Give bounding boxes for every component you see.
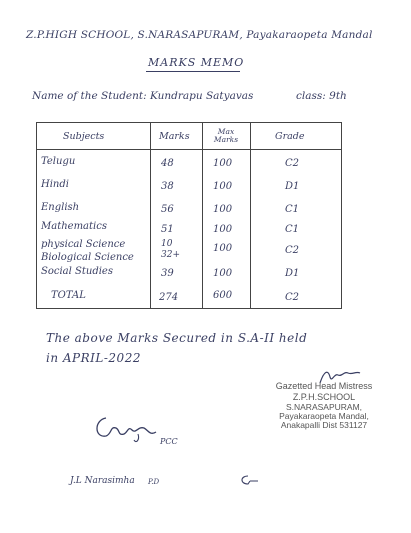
class-teacher-label: PCC (160, 437, 178, 446)
row-total-label: TOTAL (51, 290, 86, 301)
row-telugu-subject: Telugu (41, 156, 76, 167)
row-mathematics-marks: 51 (161, 224, 174, 235)
row-total-grade: C2 (285, 292, 300, 303)
class-teacher-signature (92, 414, 160, 444)
stamp-designation: Gazetted Head Mistress (275, 381, 373, 391)
row-hindi-grade: D1 (285, 181, 300, 192)
row-english-subject: English (41, 202, 80, 213)
marks-table (36, 122, 342, 309)
row-english-marks: 56 (161, 204, 174, 215)
column-divider (150, 123, 151, 308)
header-grade: Grade (275, 131, 305, 142)
row-physical-science-marks: 10 (161, 239, 173, 249)
school-name: Z.P.HIGH SCHOOL, S.NARASAPURAM, Payakaraopeta Mandal (26, 29, 373, 41)
stamp-district: Anakapalli Dist 531127 (280, 420, 368, 430)
row-telugu-grade: C2 (285, 158, 300, 169)
exam-note-line2: in APRIL-2022 (46, 351, 141, 365)
third-signature (238, 474, 260, 486)
row-social-studies-grade: D1 (285, 268, 300, 279)
row-science-grade: C2 (285, 245, 300, 256)
pd-signature: J.L Narasimha (70, 476, 135, 486)
row-mathematics-subject: Mathematics (41, 221, 107, 232)
row-social-studies-max: 100 (213, 268, 233, 279)
memo-title: MARKS MEMO (148, 56, 245, 69)
header-max-marks: Max Marks (213, 127, 239, 144)
row-hindi-subject: Hindi (41, 179, 69, 190)
row-hindi-marks: 38 (161, 181, 174, 192)
memo-title-underline (146, 71, 240, 72)
row-science-max: 100 (213, 243, 233, 254)
stamp-mandal: Payakaraopeta Mandal, (279, 411, 369, 421)
student-class: class: 9th (296, 90, 347, 102)
row-social-studies-marks: 39 (161, 268, 174, 279)
pd-label: P.D (148, 478, 160, 486)
exam-note-line1: The above Marks Secured in S.A-II held (46, 331, 308, 345)
row-english-grade: C1 (285, 204, 300, 215)
column-divider (202, 123, 203, 308)
row-mathematics-max: 100 (213, 224, 233, 235)
row-physical-science-subject: physical Science (41, 239, 126, 250)
row-social-studies-subject: Social Studies (41, 266, 113, 277)
stamp-school: Z.P.H.SCHOOL (292, 392, 356, 402)
row-biological-science-marks: 32+ (161, 250, 180, 260)
row-biological-science-subject: Biological Science (41, 252, 134, 263)
row-total-max: 600 (213, 290, 233, 301)
row-mathematics-grade: C1 (285, 224, 300, 235)
stamp-village: S.NARASAPURAM, (285, 402, 363, 412)
row-total-marks: 274 (159, 292, 179, 303)
header-marks: Marks (159, 131, 190, 142)
row-hindi-max: 100 (213, 181, 233, 192)
header-subjects: Subjects (63, 131, 105, 142)
row-telugu-max: 100 (213, 158, 233, 169)
column-divider (250, 123, 251, 308)
row-telugu-marks: 48 (161, 158, 174, 169)
header-divider (37, 149, 341, 150)
student-name: Name of the Student: Kundrapu Satyavas (32, 90, 254, 102)
row-english-max: 100 (213, 204, 233, 215)
